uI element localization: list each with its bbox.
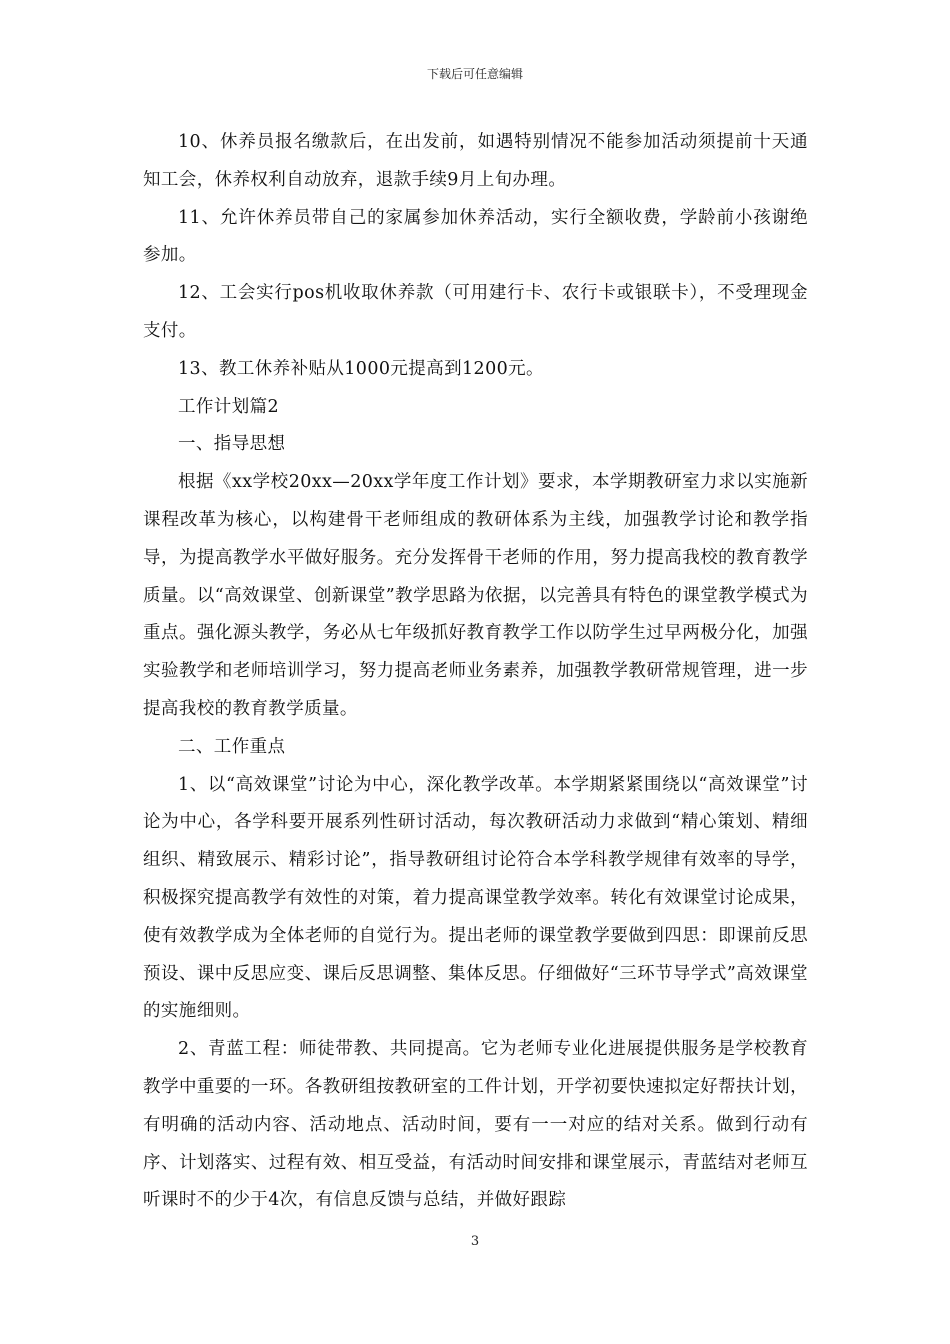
paragraph-item-11: 11、允许休养员带自己的家属参加休养活动，实行全额收费，学龄前小孩谢绝参加。 — [143, 207, 808, 266]
page-number: 3 — [470, 1234, 480, 1249]
subheading-work-focus: 二、工作重点 — [178, 736, 286, 757]
paragraph-focus-1: 1、以“高效课堂”讨论为中心，深化教学改革。本学期紧紧围绕以“高效课堂”讨论为中心，各学科要开展系列性研讨活动，每次教研活动力求做到“精心策划、精细组织、精致展示、精彩讨论”，指导教研组讨论符合本学科教学规律有效率的导学，积极探究提高教学有效性的对策，着力提高课堂教学效率。转化有效课堂讨论成果，使有效教学成为全体老师的自觉行为。提出老师的课堂教学要做到四思：即课前反思预设、课中反思应变、课后反思调整、集体反思。仔细做好“三环节导学式”高效课堂的实施细则。 — [143, 774, 808, 1022]
paragraph-item-12: 12、工会实行pos机收取休养款（可用建行卡、农行卡或银联卡），不受理现金支付。 — [143, 283, 808, 341]
section-title: 工作计划篇2 — [178, 396, 280, 417]
subheading-guiding-ideology: 一、指导思想 — [178, 434, 286, 455]
paragraph-focus-2: 2、青蓝工程：师徒带教、共同提高。它为老师专业化进展提供服务是学校教育教学中重要的一环。各教研组按教研室的工件计划，开学初要快速拟定好帮扶计划，有明确的活动内容、活动地点、活动时间，要有一一对应的结对关系。做到行动有序、计划落实、过程有效、相互受益，有活动时间安排和课堂展示，青蓝结对老师互听课时不的少于4次，有信息反馈与总结，并做好跟踪 — [143, 1039, 808, 1211]
paragraph-item-13: 13、教工休养补贴从1000元提高到1200元。 — [178, 358, 544, 379]
paragraph-item-10: 10、休养员报名缴款后，在出发前，如遇特别情况不能参加活动须提前十天通知工会，休养权利自动放弃，退款手续9月上旬办理。 — [143, 132, 808, 190]
paragraph-guiding-ideology: 根据《xx学校20xx—20xx学年度工作计划》要求，本学期教研室力求以实施新课程改革为核心，以构建骨干老师组成的教研体系为主线，加强教学讨论和教学指导，为提高教学水平做好服务。充分发挥骨干老师的作用，努力提高我校的教育教学质量。以“高效课堂、创新课堂”教学思路为依据，以完善具有特色的课堂教学模式为重点。强化源头教学，务必从七年级抓好教育教学工作以防学生过早两极分化，加强实验教学和老师培训学习，努力提高老师业务素养，加强教学教研常规管理，进一步提高我校的教育教学质量。 — [143, 472, 808, 719]
page-header-note: 下载后可任意编辑 — [426, 67, 523, 81]
document-body — [143, 124, 808, 1220]
